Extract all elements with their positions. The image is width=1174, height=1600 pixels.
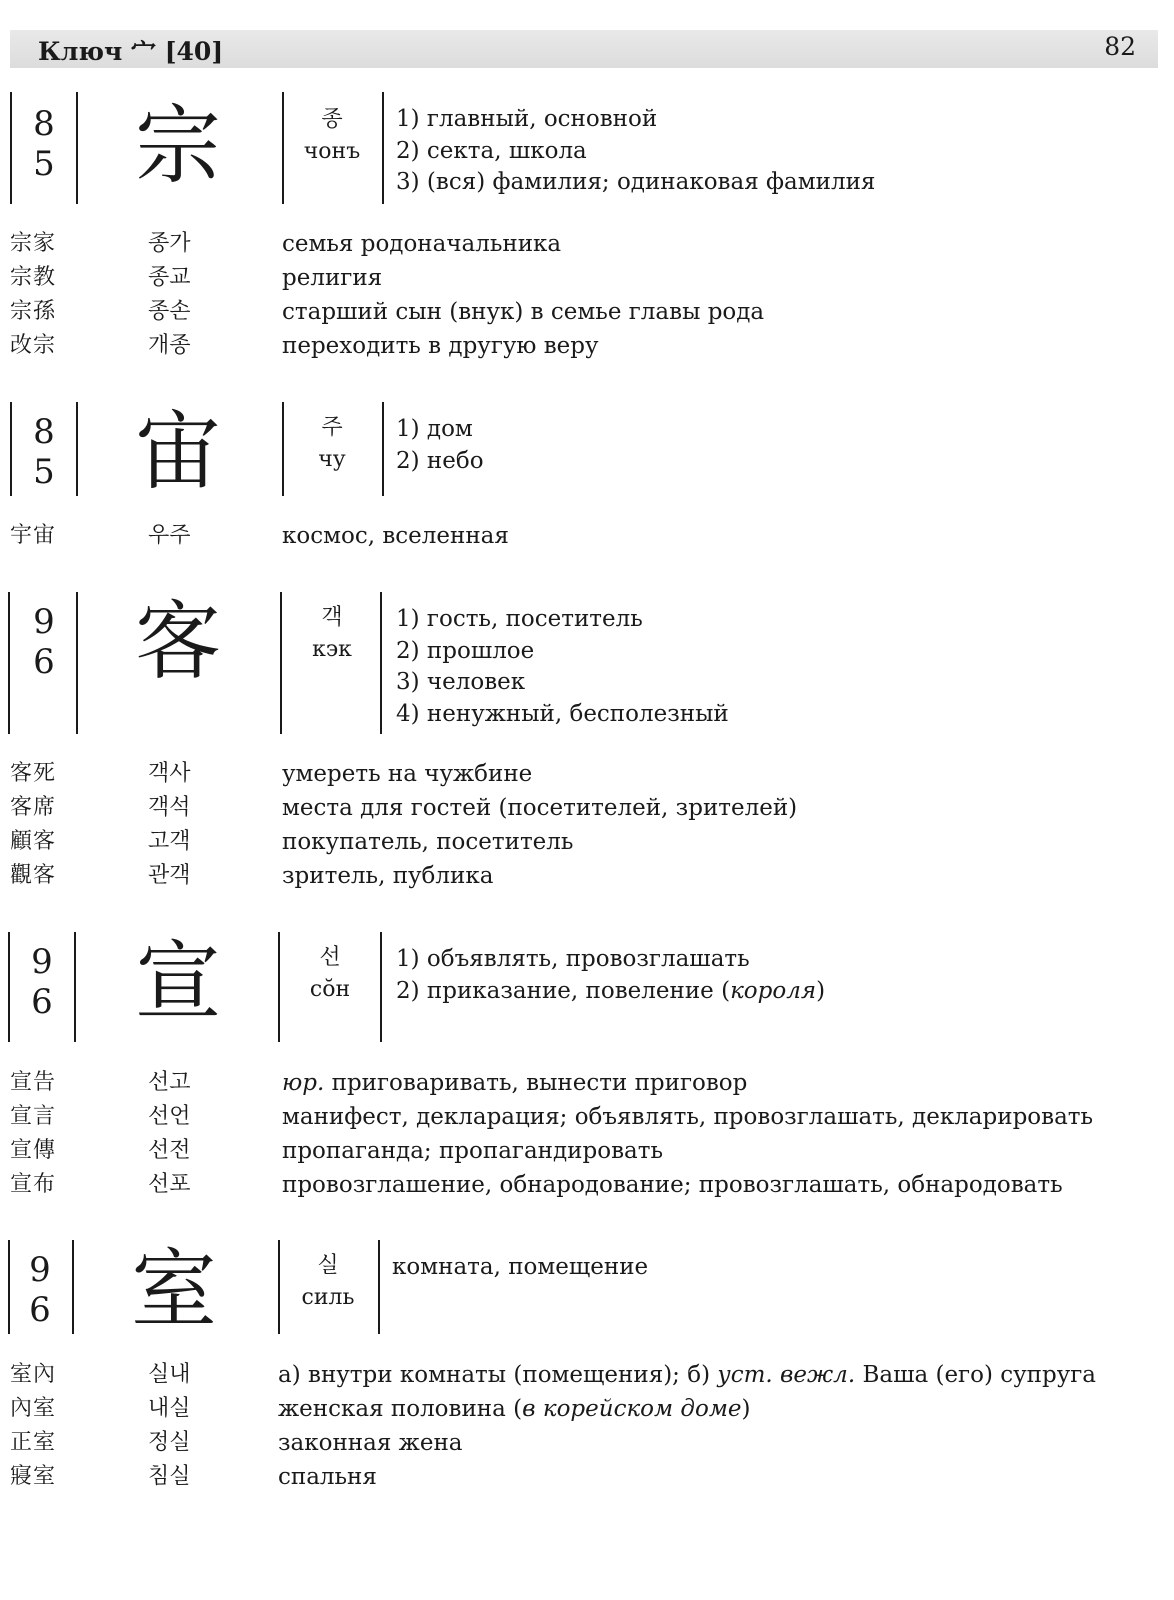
compound-row	[0, 227, 1174, 261]
compound-hanja: 客席	[10, 795, 57, 820]
meaning-item: 2) приказание, повеление (короля)	[396, 977, 826, 1004]
compound-hangul: 정실	[148, 1430, 191, 1455]
compound-hanja: 宣告	[10, 1070, 57, 1095]
meaning-item: 1) объявлять, провозглашать	[396, 946, 750, 972]
compound-row	[0, 1392, 1174, 1426]
compound-hanja: 室內	[10, 1362, 57, 1387]
entry-hangul: 선	[319, 945, 341, 970]
page-header	[10, 30, 1158, 68]
stroke-total: 9	[29, 1250, 51, 1290]
stroke-extra: 5	[33, 144, 55, 184]
compound-row	[0, 1460, 1174, 1494]
entry-reading: чонъ	[303, 139, 361, 164]
compound-row	[0, 1426, 1174, 1460]
compound-row	[0, 1358, 1174, 1392]
compound-hangul: 우주	[148, 523, 191, 548]
compound-row	[0, 329, 1174, 363]
compound-row	[0, 1168, 1174, 1202]
compound-hangul: 종가	[148, 231, 191, 256]
compound-meaning: религия	[282, 265, 383, 291]
entry-meanings	[396, 604, 729, 730]
entry-reading: кэк	[312, 637, 352, 662]
compound-hangul: 침실	[148, 1464, 191, 1489]
compound-hanja: 寢室	[10, 1464, 57, 1489]
entry-reading: чу	[318, 447, 346, 472]
entry-hangul: 실	[317, 1253, 339, 1278]
stroke-total: 8	[33, 412, 55, 452]
compound-meaning: переходить в другую веру	[282, 333, 599, 359]
compound-hangul: 선언	[148, 1104, 191, 1129]
compound-hangul: 객석	[148, 795, 191, 820]
compound-meaning: семья родоначальника	[282, 231, 562, 257]
compound-hanja: 宗孫	[10, 299, 57, 324]
compound-meaning: провозглашение, обнародование; провозглашать, обнародовать	[282, 1172, 1063, 1198]
compound-meaning: умереть на чужбине	[282, 761, 533, 787]
stroke-extra: 6	[29, 1290, 51, 1330]
compound-hanja: 內室	[10, 1396, 57, 1421]
page-number: 82	[1104, 32, 1136, 61]
meaning-item: 4) ненужный, бесполезный	[396, 700, 729, 727]
entry-hanja: 客	[135, 592, 221, 692]
compound-hangul: 선포	[148, 1172, 191, 1197]
entry-hanja: 宗	[135, 96, 221, 196]
entry-hanja: 宣	[135, 932, 221, 1032]
compound-hanja: 宗教	[10, 265, 57, 290]
compound-hangul: 개종	[148, 333, 191, 358]
radical-title: Ключ 宀 [40]	[38, 37, 224, 66]
compound-hanja: 宣布	[10, 1172, 57, 1197]
compound-hanja: 宇宙	[10, 523, 57, 548]
compound-row	[0, 295, 1174, 329]
entry-meanings	[396, 414, 484, 477]
compound-meaning: покупатель, посетитель	[282, 829, 574, 855]
compound-hanja: 顧客	[10, 829, 57, 854]
compound-hanja: 宗家	[10, 231, 57, 256]
meaning-item: 1) гость, посетитель	[396, 606, 643, 632]
compound-row	[0, 1134, 1174, 1168]
meaning-item: 2) прошлое	[396, 637, 535, 664]
compound-hangul: 종교	[148, 265, 191, 290]
compound-meaning: зритель, публика	[282, 863, 494, 889]
compound-row	[0, 757, 1174, 791]
compound-hanja: 正室	[10, 1430, 57, 1455]
compound-row	[0, 825, 1174, 859]
stroke-extra: 5	[33, 452, 55, 492]
compound-hangul: 종손	[148, 299, 191, 324]
compound-meaning: а) внутри комнаты (помещения); б) уст. вежл. Ваша (его) супруга	[278, 1362, 1097, 1388]
compound-meaning: юр. приговаривать, вынести приговор	[282, 1070, 748, 1096]
entry-hanja: 宙	[135, 402, 221, 502]
stroke-total: 8	[33, 104, 55, 144]
compound-meaning: пропаганда; пропагандировать	[282, 1138, 663, 1164]
stroke-total: 9	[33, 602, 55, 642]
stroke-extra: 6	[33, 642, 55, 682]
meaning-item: 1) дом	[396, 416, 473, 442]
compound-row	[0, 859, 1174, 893]
compound-row	[0, 519, 1174, 553]
stroke-extra: 6	[31, 982, 53, 1022]
meaning-item: 1) главный, основной	[396, 106, 658, 132]
entry-hangul: 주	[321, 415, 343, 440]
compound-meaning: места для гостей (посетителей, зрителей)	[282, 795, 798, 821]
entry-meanings	[396, 944, 825, 1007]
compound-hangul: 실내	[148, 1362, 191, 1387]
compound-hanja: 宣言	[10, 1104, 57, 1129]
compound-hangul: 내실	[148, 1396, 191, 1421]
compound-hanja: 客死	[10, 761, 57, 786]
entry-reading: сŏн	[309, 977, 351, 1002]
meaning-item: 2) секта, школа	[396, 137, 587, 164]
meaning-item: 3) (вся) фамилия; одинаковая фамилия	[396, 169, 876, 195]
meaning-item: 2) небо	[396, 447, 484, 474]
compound-row	[0, 261, 1174, 295]
stroke-total: 9	[31, 942, 53, 982]
meaning-item: комната, помещение	[392, 1254, 649, 1280]
entry-meanings	[396, 104, 875, 199]
compound-hangul: 선전	[148, 1138, 191, 1163]
compound-meaning: женская половина (в корейском доме)	[278, 1396, 751, 1422]
compound-hanja: 宣傳	[10, 1138, 57, 1163]
compound-row	[0, 1100, 1174, 1134]
compound-hangul: 객사	[148, 761, 191, 786]
entry-hanja: 室	[131, 1240, 217, 1340]
compound-hangul: 고객	[148, 829, 191, 854]
entry-hangul: 종	[321, 107, 343, 132]
meaning-item: 3) человек	[396, 669, 526, 695]
compound-hanja: 觀客	[10, 863, 57, 888]
entry-hangul: 객	[321, 605, 343, 630]
entry-reading: силь	[301, 1285, 355, 1310]
entry-meanings	[392, 1252, 648, 1284]
compound-hangul: 선고	[148, 1070, 191, 1095]
compound-hanja: 改宗	[10, 333, 57, 358]
compound-hangul: 관객	[148, 863, 191, 888]
compound-meaning: спальня	[278, 1464, 377, 1490]
compound-meaning: старший сын (внук) в семье главы рода	[282, 299, 765, 325]
compound-row	[0, 1066, 1174, 1100]
compound-row	[0, 791, 1174, 825]
compound-meaning: законная жена	[278, 1430, 463, 1456]
compound-meaning: манифест, декларация; объявлять, провозглашать, декларировать	[282, 1104, 1094, 1130]
compound-meaning: космос, вселенная	[282, 523, 509, 549]
